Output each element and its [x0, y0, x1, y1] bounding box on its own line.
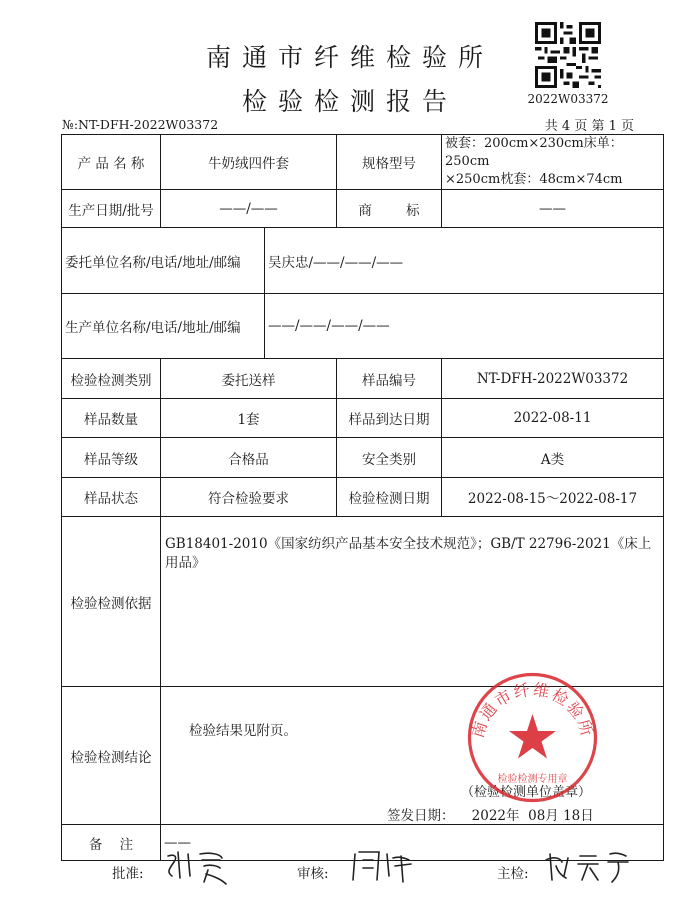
- chief-inspector-signature-icon: [540, 846, 640, 886]
- client-label: 委托单位名称/电话/地址/邮编: [62, 228, 265, 294]
- seal-bottom-text: 检验检测专用章: [497, 774, 568, 785]
- producer-label: 生产单位名称/电话/地址/邮编: [62, 294, 265, 359]
- remark-value: ——: [161, 825, 664, 861]
- test-date-label: 检验检测日期: [337, 478, 442, 517]
- conclusion-label: 检验检测结论: [62, 687, 161, 825]
- safety-category-value: A类: [442, 438, 664, 478]
- issue-date: 签发日期： 2022年 08月 18日: [387, 808, 594, 824]
- approver-signature-icon: [160, 846, 240, 886]
- table-row: [62, 359, 664, 399]
- qr-code-number: 2022W03372: [527, 92, 609, 106]
- product-name-label: 产 品 名 称: [62, 135, 161, 190]
- test-basis-label: 检验检测依据: [62, 517, 161, 687]
- page-indicator: 共 4 页 第 1 页: [544, 119, 634, 134]
- approvals-row: [0, 846, 700, 886]
- qr-code-icon: [535, 22, 601, 88]
- sample-quantity-label: 样品数量: [62, 399, 161, 438]
- seal-note: （检验检测单位盖章）: [461, 785, 592, 800]
- test-type-value: 委托送样: [161, 359, 337, 399]
- table-row: [62, 190, 664, 228]
- safety-category-label: 安全类别: [337, 438, 442, 478]
- brand-label: 商 标: [337, 190, 442, 228]
- spec-line-2: ×250cm枕套：48cm×74cm: [445, 172, 623, 187]
- sample-grade-label: 样品等级: [62, 438, 161, 478]
- test-date-value: 2022-08-15～2022-08-17: [442, 478, 664, 517]
- test-type-label: 检验检测类别: [62, 359, 161, 399]
- table-row: [62, 517, 664, 687]
- reviewer-signature-icon: [345, 846, 425, 886]
- organization-title: 南通市纤维检验所: [205, 43, 494, 72]
- production-date-value: ——/——: [161, 190, 337, 228]
- sample-state-value: 符合检验要求: [161, 478, 337, 517]
- client-value: 吴庆忠/——/——/——: [265, 228, 664, 294]
- sample-state-label: 样品状态: [62, 478, 161, 517]
- table-row: [62, 294, 664, 359]
- sample-grade-value: 合格品: [161, 438, 337, 478]
- conclusion-text: 检验结果见附页。: [189, 723, 297, 739]
- sample-quantity-value: 1套: [161, 399, 337, 438]
- test-basis-value: GB18401-2010《国家纺织产品基本安全技术规范》；GB/T 22796-2021《床上用品》: [161, 517, 664, 687]
- arrival-date-value: 2022-08-11: [442, 399, 664, 438]
- official-seal-icon: [465, 670, 600, 805]
- production-date-label: 生产日期/批号: [62, 190, 161, 228]
- product-name-value: 牛奶绒四件套: [161, 135, 337, 190]
- review-label: 审核:: [297, 866, 329, 882]
- table-row: [62, 399, 664, 438]
- report-title: 检验检测报告: [241, 87, 458, 116]
- table-row: [62, 228, 664, 294]
- sample-number-label: 样品编号: [337, 359, 442, 399]
- sample-number-value: NT-DFH-2022W03372: [442, 359, 664, 399]
- spec-label: 规格型号: [337, 135, 442, 190]
- brand-value: ——: [442, 190, 664, 228]
- arrival-date-label: 样品到达日期: [337, 399, 442, 438]
- report-number: №:NT-DFH-2022W03372: [62, 117, 219, 132]
- table-row: [62, 478, 664, 517]
- chief-inspector-label: 主检:: [497, 866, 529, 882]
- producer-value: ——/——/——/——: [265, 294, 664, 359]
- table-row: [62, 135, 664, 190]
- table-row: [62, 438, 664, 478]
- seal-text: 南通市纤维检验所: [467, 679, 598, 741]
- spec-line-1: 被套：200cm×230cm床单：250cm: [445, 136, 623, 169]
- spec-value: [442, 135, 664, 190]
- remark-label: 备 注: [62, 825, 161, 861]
- approve-label: 批准:: [112, 866, 144, 882]
